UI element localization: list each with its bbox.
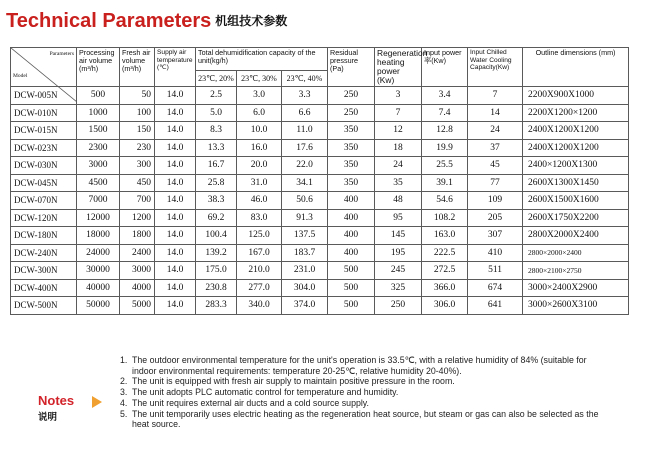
cell-processing-air-volume: 12000	[77, 209, 120, 227]
table-body	[11, 87, 629, 315]
table-row	[11, 174, 629, 192]
cell-dehum-40: 6.6	[282, 104, 328, 122]
cell-model: DCW-500N	[11, 297, 77, 315]
table-row	[11, 139, 629, 157]
cell-fresh-air-volume: 100	[120, 104, 155, 122]
cell-supply-air-temperature: 14.0	[155, 227, 196, 245]
cell-input-power: 39.1	[422, 174, 468, 192]
note-item	[120, 376, 612, 387]
note-number: 3.	[120, 387, 128, 398]
table-row	[11, 227, 629, 245]
cell-input-power: 54.6	[422, 192, 468, 210]
cell-supply-air-temperature: 14.0	[155, 209, 196, 227]
cell-dehum-20: 38.3	[196, 192, 237, 210]
cell-dehum-40: 183.7	[282, 244, 328, 262]
cell-fresh-air-volume: 230	[120, 139, 155, 157]
cell-residual-pressure: 400	[328, 244, 375, 262]
cell-chilled-water-capacity: 24	[468, 122, 523, 140]
cell-chilled-water-capacity: 109	[468, 192, 523, 210]
header-outline-dimensions: Outline dimensions (mm)	[523, 48, 629, 87]
cell-model: DCW-010N	[11, 104, 77, 122]
note-item	[120, 398, 612, 409]
cell-fresh-air-volume: 1200	[120, 209, 155, 227]
cell-dehum-40: 3.3	[282, 87, 328, 105]
page-title	[6, 10, 287, 33]
cell-outline-dimensions: 2800×2100×2750	[523, 262, 629, 280]
cell-dehum-30: 46.0	[237, 192, 282, 210]
cell-input-power: 366.0	[422, 279, 468, 297]
note-text: The unit requires external air ducts and a cold source supply.	[132, 397, 369, 408]
cell-residual-pressure: 500	[328, 297, 375, 315]
table-row	[11, 157, 629, 175]
note-text: The unit adopts PLC automatic control for temperature and humidity.	[132, 387, 399, 398]
cell-model: DCW-023N	[11, 139, 77, 157]
header-condition-20: 23℃, 20%	[196, 71, 237, 87]
cell-regeneration-heating-power: 18	[375, 139, 422, 157]
cell-chilled-water-capacity: 307	[468, 227, 523, 245]
corner-parameters-label: Parameters	[49, 51, 74, 57]
parameters-table-wrap	[10, 47, 628, 315]
cell-dehum-20: 283.3	[196, 297, 237, 315]
cell-residual-pressure: 400	[328, 192, 375, 210]
cell-fresh-air-volume: 450	[120, 174, 155, 192]
cell-processing-air-volume: 24000	[77, 244, 120, 262]
header-input-power: Input power 率(Kw)	[422, 48, 468, 87]
cell-input-power: 272.5	[422, 262, 468, 280]
cell-input-power: 222.5	[422, 244, 468, 262]
cell-supply-air-temperature: 14.0	[155, 297, 196, 315]
cell-dehum-40: 91.3	[282, 209, 328, 227]
cell-supply-air-temperature: 14.0	[155, 279, 196, 297]
cell-model: DCW-240N	[11, 244, 77, 262]
parameters-table	[10, 47, 629, 315]
cell-dehum-20: 100.4	[196, 227, 237, 245]
cell-processing-air-volume: 7000	[77, 192, 120, 210]
cell-processing-air-volume: 3000	[77, 157, 120, 175]
cell-input-power: 25.5	[422, 157, 468, 175]
cell-residual-pressure: 400	[328, 209, 375, 227]
cell-supply-air-temperature: 14.0	[155, 244, 196, 262]
cell-input-power: 163.0	[422, 227, 468, 245]
cell-outline-dimensions: 2600X1750X2200	[523, 209, 629, 227]
cell-model: DCW-300N	[11, 262, 77, 280]
note-item	[120, 355, 612, 376]
cell-regeneration-heating-power: 245	[375, 262, 422, 280]
cell-processing-air-volume: 500	[77, 87, 120, 105]
table-row	[11, 122, 629, 140]
cell-dehum-30: 340.0	[237, 297, 282, 315]
note-text: The unit is equipped with fresh air supply to maintain positive pressure in the room.	[132, 376, 455, 387]
cell-chilled-water-capacity: 674	[468, 279, 523, 297]
table-row	[11, 209, 629, 227]
header-condition-40: 23℃, 40%	[282, 71, 328, 87]
title-en: Technical Parameters	[6, 10, 212, 32]
cell-outline-dimensions: 2800X2000X2400	[523, 227, 629, 245]
cell-residual-pressure: 350	[328, 157, 375, 175]
cell-fresh-air-volume: 4000	[120, 279, 155, 297]
cell-dehum-30: 20.0	[237, 157, 282, 175]
cell-outline-dimensions: 2400X1200X1200	[523, 122, 629, 140]
cell-dehum-30: 125.0	[237, 227, 282, 245]
cell-supply-air-temperature: 14.0	[155, 87, 196, 105]
cell-dehum-20: 5.0	[196, 104, 237, 122]
cell-model: DCW-015N	[11, 122, 77, 140]
cell-processing-air-volume: 1500	[77, 122, 120, 140]
cell-fresh-air-volume: 5000	[120, 297, 155, 315]
header-total-dehumidification: Total dehumidification capacity of the unit(kg/h)	[196, 48, 328, 71]
cell-chilled-water-capacity: 205	[468, 209, 523, 227]
cell-model: DCW-120N	[11, 209, 77, 227]
cell-dehum-30: 3.0	[237, 87, 282, 105]
cell-regeneration-heating-power: 250	[375, 297, 422, 315]
cell-chilled-water-capacity: 511	[468, 262, 523, 280]
cell-regeneration-heating-power: 48	[375, 192, 422, 210]
cell-outline-dimensions: 2600X1300X1450	[523, 174, 629, 192]
cell-supply-air-temperature: 14.0	[155, 139, 196, 157]
cell-dehum-40: 50.6	[282, 192, 328, 210]
cell-dehum-30: 83.0	[237, 209, 282, 227]
cell-processing-air-volume: 30000	[77, 262, 120, 280]
cell-processing-air-volume: 50000	[77, 297, 120, 315]
note-number: 4.	[120, 397, 128, 408]
header-residual-pressure: Residual pressure (Pa)	[328, 48, 375, 87]
cell-residual-pressure: 400	[328, 227, 375, 245]
cell-dehum-40: 137.5	[282, 227, 328, 245]
cell-model: DCW-030N	[11, 157, 77, 175]
cell-fresh-air-volume: 50	[120, 87, 155, 105]
cell-dehum-30: 10.0	[237, 122, 282, 140]
table-row	[11, 104, 629, 122]
cell-model: DCW-005N	[11, 87, 77, 105]
cell-dehum-30: 210.0	[237, 262, 282, 280]
cell-outline-dimensions: 3000×2400X2900	[523, 279, 629, 297]
header-fresh-air-volume: Fresh air volume (m³/h)	[120, 48, 155, 87]
cell-chilled-water-capacity: 641	[468, 297, 523, 315]
cell-fresh-air-volume: 150	[120, 122, 155, 140]
cell-supply-air-temperature: 14.0	[155, 262, 196, 280]
cell-dehum-20: 175.0	[196, 262, 237, 280]
cell-dehum-20: 13.3	[196, 139, 237, 157]
header-processing-air-volume: Processing air volume (m³/h)	[77, 48, 120, 87]
cell-dehum-20: 8.3	[196, 122, 237, 140]
cell-outline-dimensions: 2800×2000×2400	[523, 244, 629, 262]
cell-regeneration-heating-power: 24	[375, 157, 422, 175]
cell-dehum-40: 22.0	[282, 157, 328, 175]
cell-fresh-air-volume: 700	[120, 192, 155, 210]
note-number: 5.	[120, 408, 128, 419]
cell-input-power: 3.4	[422, 87, 468, 105]
cell-supply-air-temperature: 14.0	[155, 104, 196, 122]
notes-label	[38, 393, 74, 423]
cell-residual-pressure: 500	[328, 279, 375, 297]
cell-dehum-40: 17.6	[282, 139, 328, 157]
cell-dehum-40: 231.0	[282, 262, 328, 280]
cell-model: DCW-180N	[11, 227, 77, 245]
cell-dehum-30: 16.0	[237, 139, 282, 157]
cell-residual-pressure: 250	[328, 104, 375, 122]
cell-outline-dimensions: 2400X1200X1200	[523, 139, 629, 157]
header-supply-air-temperature: Supply air temperature (℃)	[155, 48, 196, 87]
cell-model: DCW-070N	[11, 192, 77, 210]
notes-title: Notes	[38, 393, 75, 408]
cell-dehum-30: 6.0	[237, 104, 282, 122]
note-number: 1.	[120, 355, 128, 365]
notes-list	[120, 355, 612, 430]
cell-regeneration-heating-power: 35	[375, 174, 422, 192]
cell-chilled-water-capacity: 7	[468, 87, 523, 105]
cell-outline-dimensions: 2400×1200X1300	[523, 157, 629, 175]
cell-dehum-30: 31.0	[237, 174, 282, 192]
cell-chilled-water-capacity: 45	[468, 157, 523, 175]
cell-dehum-40: 11.0	[282, 122, 328, 140]
cell-processing-air-volume: 1000	[77, 104, 120, 122]
cell-input-power: 108.2	[422, 209, 468, 227]
table-row	[11, 279, 629, 297]
cell-chilled-water-capacity: 37	[468, 139, 523, 157]
cell-outline-dimensions: 2200X900X1000	[523, 87, 629, 105]
cell-chilled-water-capacity: 410	[468, 244, 523, 262]
cell-dehum-30: 167.0	[237, 244, 282, 262]
cell-dehum-20: 2.5	[196, 87, 237, 105]
cell-outline-dimensions: 2200X1200×1200	[523, 104, 629, 122]
cell-dehum-20: 16.7	[196, 157, 237, 175]
note-text: The unit temporarily uses electric heating as the regeneration heat source, but steam or gas can also be selected as the heat source.	[132, 408, 599, 430]
cell-supply-air-temperature: 14.0	[155, 174, 196, 192]
cell-chilled-water-capacity: 14	[468, 104, 523, 122]
cell-model: DCW-045N	[11, 174, 77, 192]
table-row	[11, 87, 629, 105]
cell-regeneration-heating-power: 325	[375, 279, 422, 297]
cell-dehum-30: 277.0	[237, 279, 282, 297]
table-row	[11, 192, 629, 210]
cell-dehum-20: 25.8	[196, 174, 237, 192]
cell-residual-pressure: 350	[328, 139, 375, 157]
cell-processing-air-volume: 4500	[77, 174, 120, 192]
cell-regeneration-heating-power: 7	[375, 104, 422, 122]
cell-residual-pressure: 500	[328, 262, 375, 280]
cell-outline-dimensions: 2600X1500X1600	[523, 192, 629, 210]
header-input-chilled-water: Input Chilled Water Cooling Capacity(Kw)	[468, 48, 523, 87]
header-regeneration-heating-power: Regeneration heating power (Kw)	[375, 48, 422, 87]
cell-fresh-air-volume: 300	[120, 157, 155, 175]
cell-chilled-water-capacity: 77	[468, 174, 523, 192]
cell-residual-pressure: 350	[328, 174, 375, 192]
note-number: 2.	[120, 376, 128, 387]
cell-dehum-20: 139.2	[196, 244, 237, 262]
cell-input-power: 19.9	[422, 139, 468, 157]
table-row	[11, 297, 629, 315]
cell-regeneration-heating-power: 195	[375, 244, 422, 262]
note-text: The outdoor environmental temperature for the unit's operation is 33.5℃, with a relative humidity of 84% (suitable for indoor environmental requirements: temperature 20-25℃, relative humidity 20-40%).	[132, 355, 587, 376]
cell-residual-pressure: 350	[328, 122, 375, 140]
note-item	[120, 409, 612, 430]
cell-dehum-40: 374.0	[282, 297, 328, 315]
cell-regeneration-heating-power: 12	[375, 122, 422, 140]
cell-residual-pressure: 250	[328, 87, 375, 105]
cell-regeneration-heating-power: 145	[375, 227, 422, 245]
cell-fresh-air-volume: 1800	[120, 227, 155, 245]
table-row	[11, 262, 629, 280]
cell-supply-air-temperature: 14.0	[155, 192, 196, 210]
cell-input-power: 7.4	[422, 104, 468, 122]
title-zh: 机组技术参数	[215, 14, 288, 28]
table-row	[11, 244, 629, 262]
notes-arrow-icon	[92, 396, 102, 408]
cell-dehum-40: 34.1	[282, 174, 328, 192]
corner-model-label: Model	[13, 73, 28, 79]
notes-title-zh: 说明	[38, 412, 58, 423]
cell-model: DCW-400N	[11, 279, 77, 297]
cell-dehum-20: 69.2	[196, 209, 237, 227]
cell-outline-dimensions: 3000×2600X3100	[523, 297, 629, 315]
cell-dehum-20: 230.8	[196, 279, 237, 297]
cell-supply-air-temperature: 14.0	[155, 157, 196, 175]
cell-regeneration-heating-power: 3	[375, 87, 422, 105]
note-item	[120, 387, 612, 398]
cell-processing-air-volume: 18000	[77, 227, 120, 245]
cell-processing-air-volume: 40000	[77, 279, 120, 297]
cell-regeneration-heating-power: 95	[375, 209, 422, 227]
cell-input-power: 12.8	[422, 122, 468, 140]
cell-dehum-40: 304.0	[282, 279, 328, 297]
corner-header	[11, 48, 77, 87]
cell-fresh-air-volume: 3000	[120, 262, 155, 280]
cell-supply-air-temperature: 14.0	[155, 122, 196, 140]
cell-fresh-air-volume: 2400	[120, 244, 155, 262]
cell-input-power: 306.0	[422, 297, 468, 315]
cell-processing-air-volume: 2300	[77, 139, 120, 157]
header-condition-30: 23℃, 30%	[237, 71, 282, 87]
